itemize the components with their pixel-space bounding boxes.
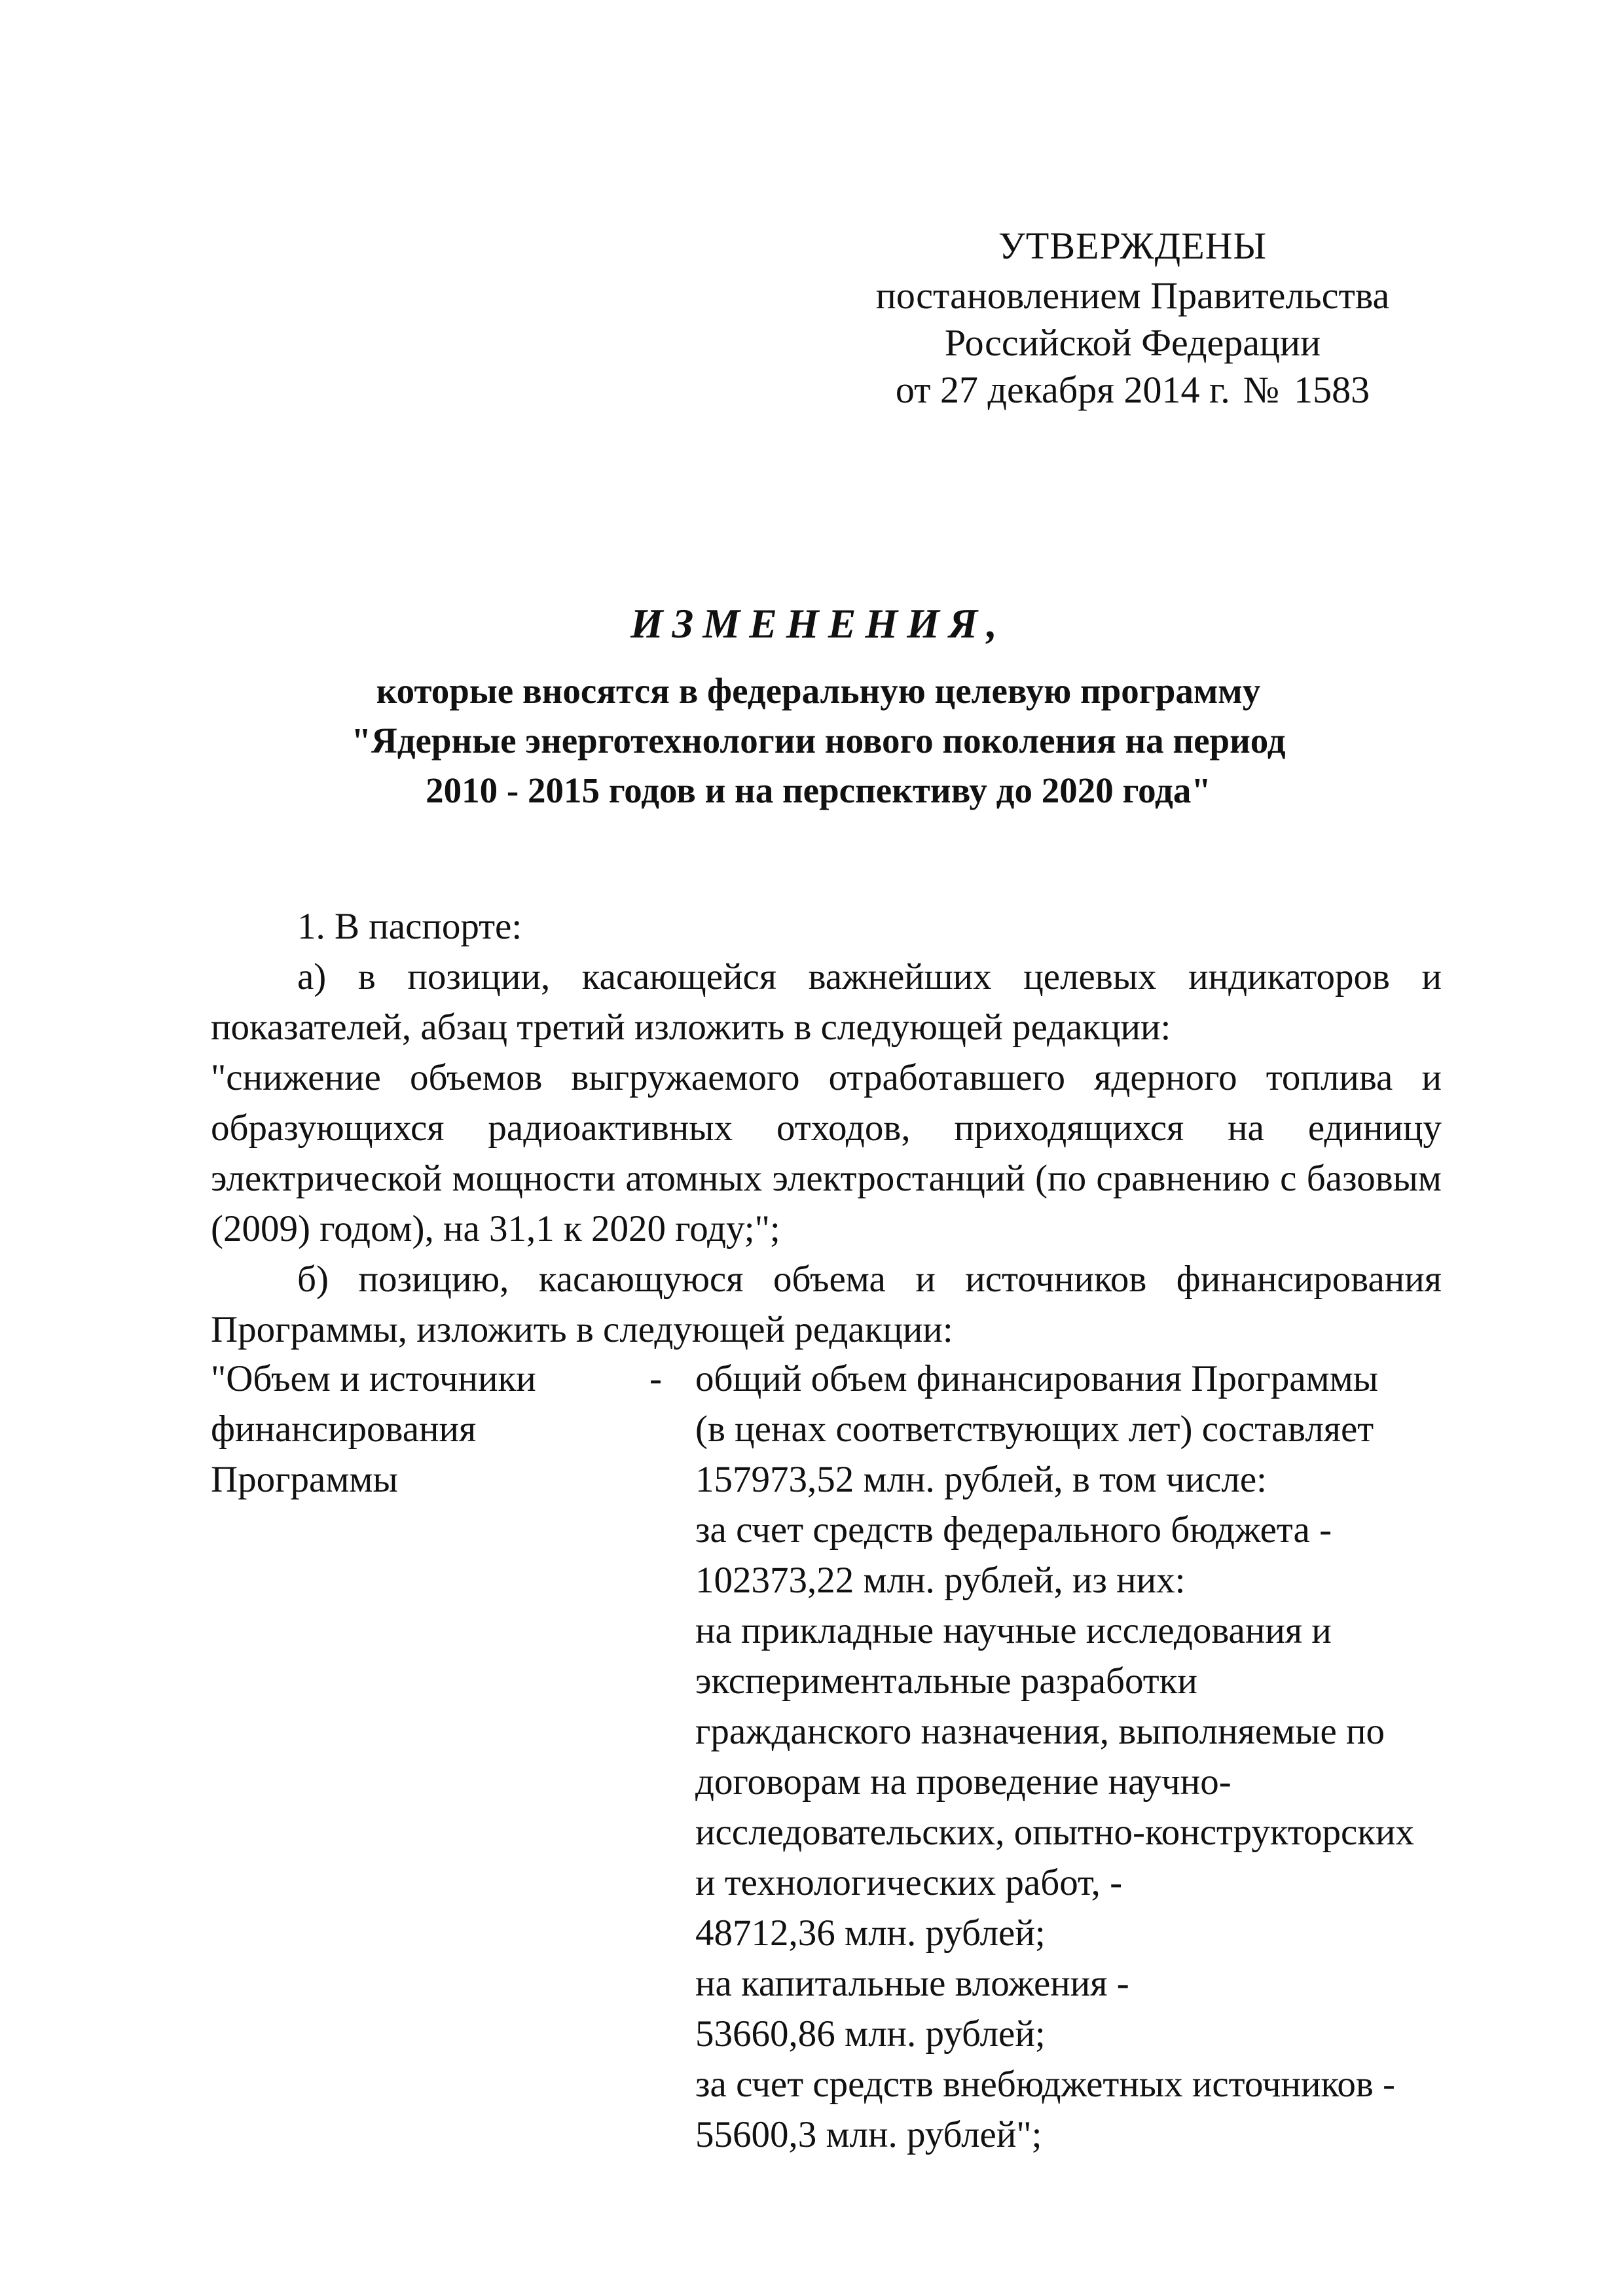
financing-label-line: "Объем и источники [211, 1358, 536, 1399]
financing-text [695, 1354, 1442, 2160]
paragraph-a: а) в позиции, касающейся важнейших целевых индикаторов и показателей, абзац третий изложить в следующей редакции: [211, 956, 1442, 1048]
financing-line: за счет средств внебюджетных источников - [695, 2064, 1395, 2105]
approval-heading: УТВЕРЖДЕНЫ [998, 224, 1267, 267]
financing-line: общий объем финансирования Программы [695, 1358, 1379, 1399]
financing-line: 55600,3 млн. рублей"; [695, 2114, 1042, 2155]
decree-number: 1583 [1294, 368, 1370, 411]
financing-line: 102373,22 млн. рублей, из них: [695, 1560, 1186, 1601]
financing-line: за счет средств федерального бюджета - [695, 1509, 1332, 1551]
document-body [211, 901, 1442, 1355]
approval-block [838, 223, 1427, 414]
financing-line: исследовательских, опытно-конструкторских [695, 1812, 1414, 1853]
financing-line: (в ценах соответствующих лет) составляет [695, 1408, 1374, 1450]
title-subline-3: 2010 - 2015 годов и на перспективу до 2020 года" [426, 770, 1211, 810]
document-title-block [196, 594, 1440, 816]
financing-line: на капитальные вложения - [695, 1963, 1129, 2004]
financing-line: на прикладные научные исследования и [695, 1610, 1332, 1651]
approval-line-2: Российской Федерации [944, 321, 1321, 364]
number-sign: № [1243, 368, 1280, 411]
financing-dash: - [649, 1358, 662, 1399]
paragraph-b: б) позицию, касающуюся объема и источников финансирования Программы, изложить в следующей редакции: [211, 1259, 1442, 1350]
financing-line: договорам на проведение научно- [695, 1761, 1231, 1803]
title-subline-1: которые вносятся в федеральную целевую программу [376, 671, 1261, 711]
approval-date: от 27 декабря 2014 г. [895, 368, 1230, 411]
financing-line: гражданского назначения, выполняемые по [695, 1711, 1385, 1752]
quote-a: "снижение объемов выгружаемого отработавшего ядерного топлива и образующихся радиоактивных отходов, приходящихся на единицу электрической мощности атомных электростанций (по сравнению с базовым (2009) годом), на 31,1 к 2020 году;"; [211, 1057, 1442, 1249]
financing-line: и технологических работ, - [695, 1862, 1123, 1903]
item-1: 1. В паспорте: [297, 906, 522, 947]
document-title: ИЗМЕНЕНИЯ, [630, 600, 1007, 647]
financing-label [211, 1354, 636, 1505]
financing-line: 53660,86 млн. рублей; [695, 2013, 1046, 2054]
approval-date-line [838, 367, 1427, 414]
financing-line: 48712,36 млн. рублей; [695, 1912, 1046, 1954]
financing-line: экспериментальные разработки [695, 1660, 1197, 1702]
financing-label-line: Программы [211, 1459, 398, 1500]
financing-line: 157973,52 млн. рублей, в том числе: [695, 1459, 1267, 1500]
financing-label-line: финансирования [211, 1408, 477, 1450]
approval-line-1: постановлением Правительства [875, 274, 1390, 317]
title-subline-2: "Ядерные энерготехнологии нового поколения на период [351, 721, 1286, 761]
